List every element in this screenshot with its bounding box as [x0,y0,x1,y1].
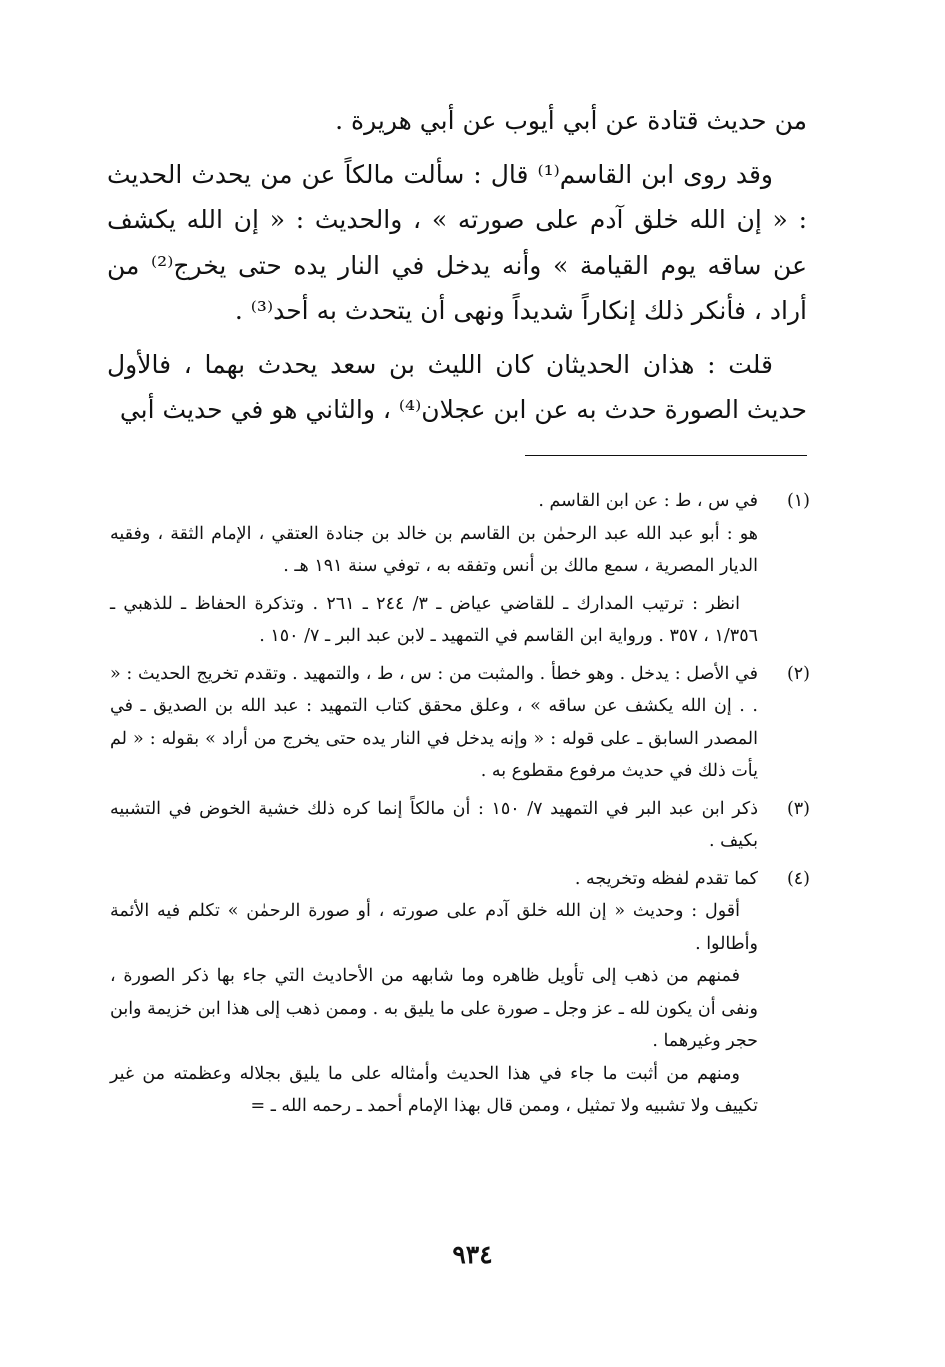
main-paragraph: من حديث قتادة عن أبي أيوب عن أبي هريرة . [335,106,807,135]
main-text [107,98,807,433]
footnote [110,793,810,858]
main-paragraph: وقد روى ابن القاسم⁽¹⁾ قال : سألت مالكاً عن من يحدث الحديث : « إن الله خلق آدم على صورته » ، والحديث : « إن الله يكشف عن ساقه يوم القيامة » وأنه يدخل في النار يده حتى يخرج⁽²⁾ من أراد ، فأنكر ذلك إنكاراً شديداً ونهى أن يتحدث به أحد⁽³⁾ . [107,159,807,325]
footnote-paragraph: فمنهم من ذهب إلى تأويل ظاهره وما شابهه من الأحاديث التي جاء بها ذكر الصورة ، ونفى أن يكون لله ـ عز وجل ـ صورة على ما يليق به . وممن ذهب إلى هذا ابن خزيمة وابن حجر وغيرهما . [110,966,758,1051]
footnote-paragraph: في الأصل : يدخل . وهو خطأ . والمثبت من : س ، ط ، والتمهيد . وتقدم تخريج الحديث : « . . إن الله يكشف عن ساقه » ، وعلق محقق كتاب التمهيد : عبد الله بن الصديق ـ في المصدر السابق ـ على قوله : « وإنه يدخل في النار يده حتى يخرج من أراد » بقوله : « لم يأت ذلك في حديث مرفوع مقطوع به . [110,663,758,781]
footnote-paragraph: هو : أبو عبد الله عبد الرحمٰن بن القاسم بن خالد بن جنادة العتقي ، الإمام الثقة ، وفقيه الديار المصرية ، سمع مالك بن أنس وتفقه به ، توفي سنة ١٩١ هـ . [110,523,758,576]
footnote-paragraph: في س ، ط : عن ابن القاسم . [538,491,758,511]
footnote-paragraph: كما تقدم لفظه وتخريجه . [574,868,758,889]
footnotes [110,485,810,1128]
footnote [110,658,810,788]
page-number: ٩٣٤ [452,1240,493,1269]
footnote-paragraph: ذكر ابن عبد البر في التمهيد ٧/ ١٥٠ : أن مالكاً إنما كره ذلك خشية الخوض في التشبيه بكيف . [110,798,758,851]
footnote-number: (١) [786,491,810,511]
footnote-paragraph: ومنهم من أثبت ما جاء في هذا الحديث وأمثاله على ما يليق بجلاله وعظمته من غير تكييف ولا تشبيه ولا تمثيل ، وممن قال بهذا الإمام أحمد ـ رحمه الله ـ = [110,1063,758,1116]
footnote-paragraph: أقول : وحديث « إن الله خلق آدم على صورته ، أو صورة الرحمٰن » تكلم فيه الأئمة وأطالوا . [110,901,758,954]
footnote-number: (٣) [786,798,810,819]
footnote-divider [525,455,807,456]
footnote [110,863,810,1123]
main-paragraph: قلت : هذان الحديثان كان الليث بن سعد يحدث بهما ، فالأول حديث الصورة حدث به عن ابن عجلان⁽⁴⁾ ، والثاني هو في حديث أبي [107,349,807,424]
footnote-number: (٢) [786,663,810,684]
footnote [110,485,810,653]
footnote-number: (٤) [786,868,810,889]
footnote-paragraph: انظر : ترتيب المدارك ـ للقاضي عياض ـ ٣/ ٢٤٤ ـ ٢٦١ . وتذكرة الحفاظ ـ للذهبي ـ ١/٣٥٦ ، ٣٥٧ . ورواية ابن القاسم في التمهيد ـ لابن عبد البر ـ ٧/ ١٥٠ . [110,593,758,646]
